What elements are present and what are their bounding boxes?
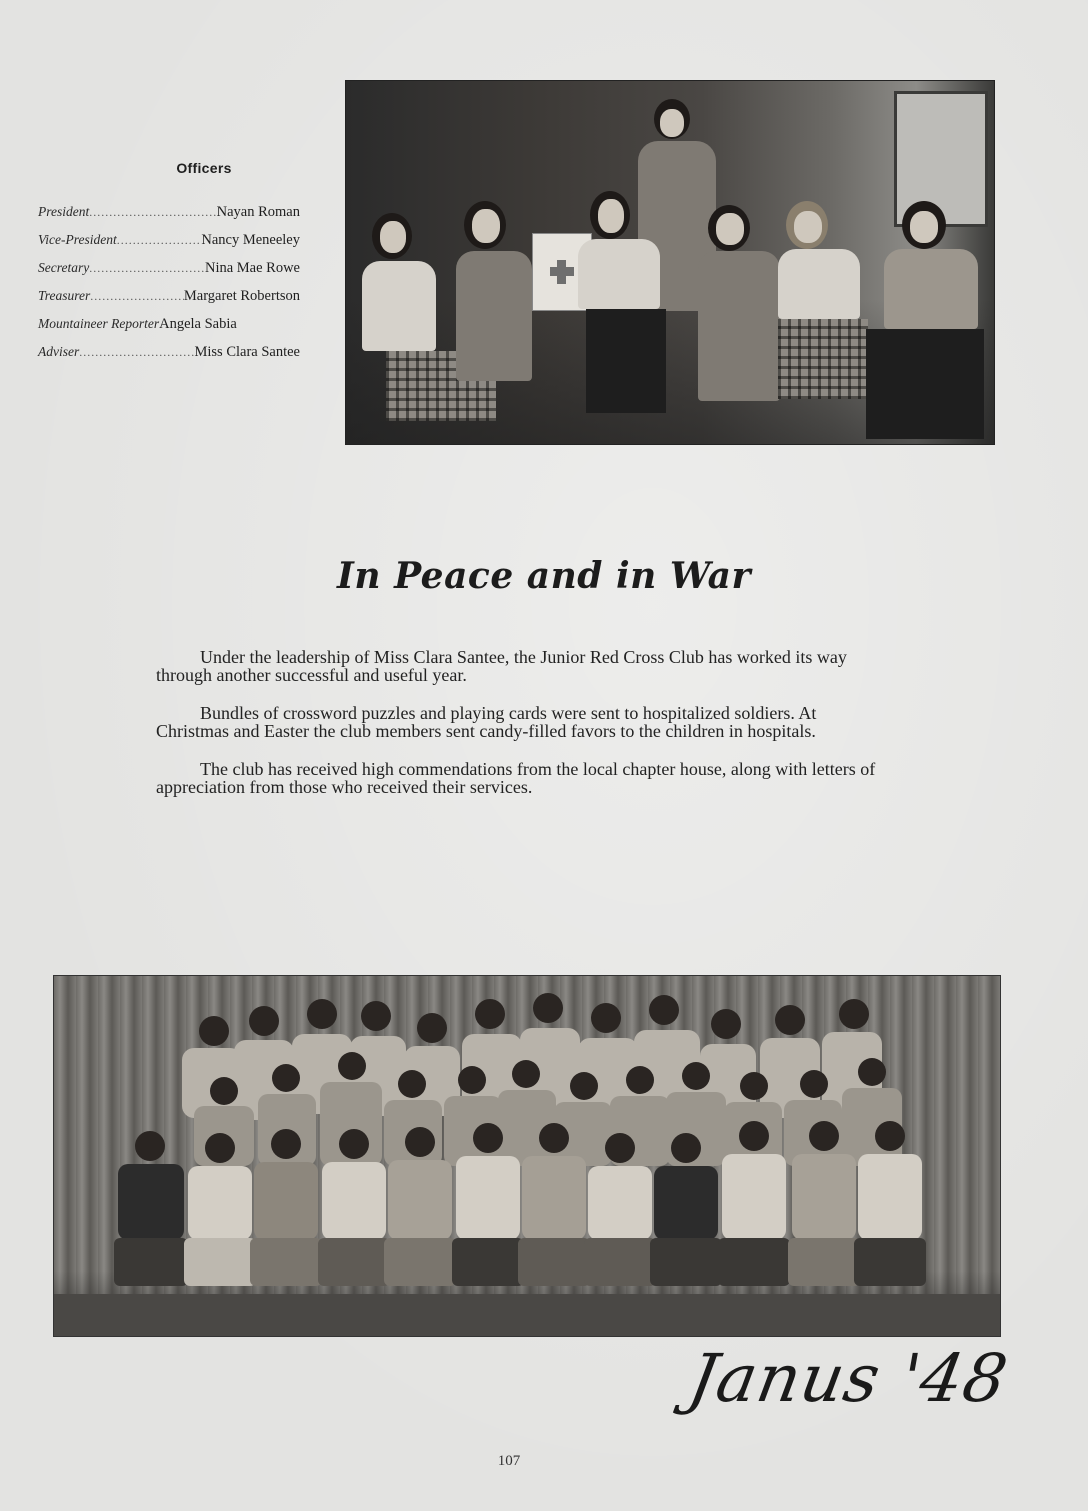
person-face [716,213,744,245]
officer-row-treasurer [38,288,300,316]
officer-name: Miss Clara Santee [194,344,300,360]
officer-name: Nayan Roman [216,204,300,220]
front-row-skirts [114,1238,926,1286]
officer-role: President [38,204,90,219]
officer-name: Margaret Robertson [183,288,300,304]
article-body [156,648,886,816]
officer-role: Vice-President [38,232,117,247]
paragraph: Under the leadership of Miss Clara Santee, the Junior Red Cross Club has worked its way through another successful and useful year. [156,647,847,685]
officer-row-reporter [38,316,300,344]
person-jacket [456,251,532,381]
officer-row-adviser [38,344,300,372]
person-blouse [578,239,660,309]
leader-dots [89,261,205,276]
officer-role: Mountaineer Reporter [38,316,160,331]
officer-role: Adviser [38,344,80,359]
officers-list [38,160,300,372]
page-number: 107 [497,1453,521,1469]
person-face [472,209,500,243]
officer-name: Nancy Meneeley [201,232,300,248]
person-dress [698,251,780,401]
front-row-bodies [118,1154,922,1240]
officer-row-vice-president [38,232,300,260]
leader-dots [117,233,202,248]
person-face [598,199,624,233]
person-skirt [778,319,868,399]
leader-dots [79,345,194,360]
person-blouse [778,249,860,319]
person-blouse [884,249,978,329]
person-face [380,221,406,253]
person-skirt [586,309,666,413]
club-group-photo [53,975,1001,1337]
paragraph: Bundles of crossword puzzles and playing cards were sent to hospitalized soldiers. At Christmas and Easter the club members sent candy-filled favors to the children in hospitals. [156,703,817,741]
yearbook-signature: Janus '48 [683,1340,1014,1417]
paragraph: The club has received high commendations from the local chapter house, along with letters of appreciation from those who received their services. [156,759,876,797]
officer-row-president [38,204,300,232]
stage-floor [54,1294,1000,1336]
red-cross-icon [550,267,574,276]
club-meeting-photo [345,80,995,445]
officer-name: Nina Mae Rowe [204,260,300,276]
person-face [910,211,938,243]
officer-row-secretary [38,260,300,288]
officer-name: Angela Sabia [159,316,237,332]
leader-dots [90,289,184,304]
person-blouse [362,261,436,351]
person-skirt [866,329,984,439]
officer-role: Secretary [38,260,90,275]
group-figures [54,976,1000,1336]
person-face [660,109,684,137]
person-face [794,211,822,243]
officers-heading: Officers [176,160,232,176]
officer-role: Treasurer [38,288,91,303]
section-headline: In Peace and in War [337,555,751,597]
leader-dots [89,205,216,220]
